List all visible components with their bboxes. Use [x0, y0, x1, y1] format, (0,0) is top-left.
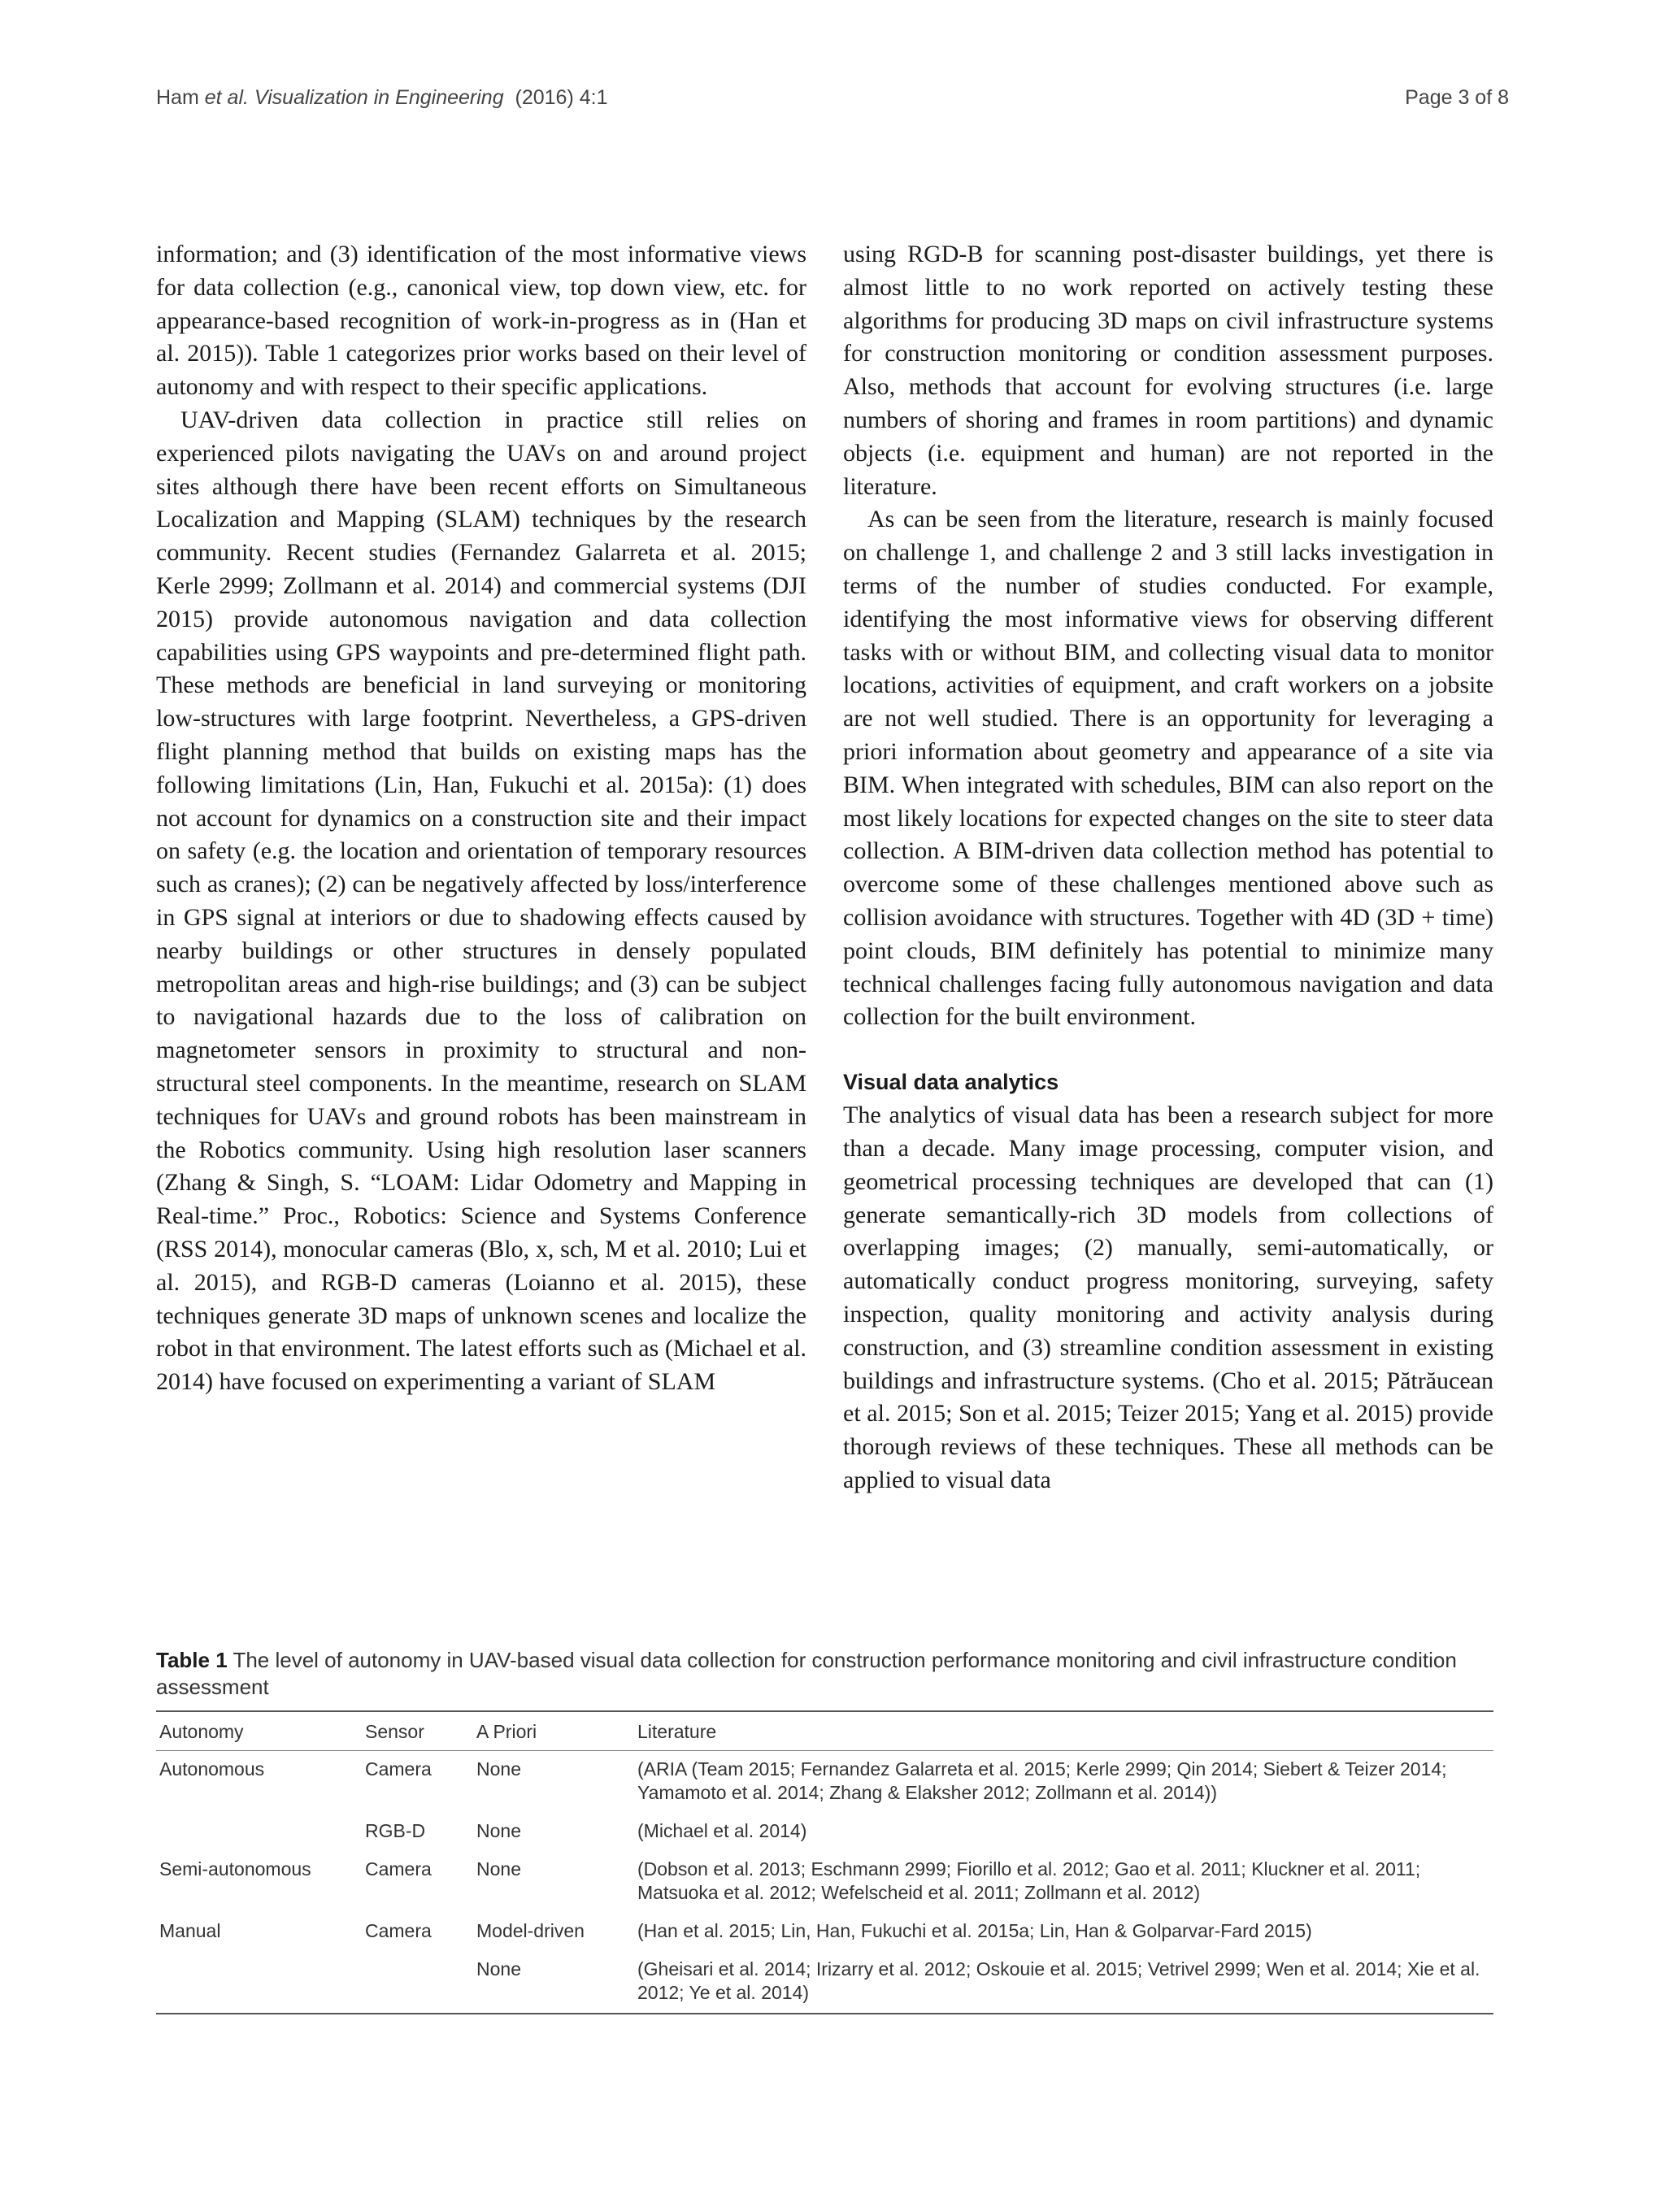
cell-a-priori: None	[476, 1820, 521, 1841]
cell-sensor: Camera	[365, 1758, 432, 1780]
cell-sensor: Camera	[365, 1858, 432, 1880]
right-paragraph-1: using RGD-B for scanning post-disaster buildings, yet there is almost little to no work reported on actively testing these algorithms for producing 3D maps on civil infrastructure systems for construction monitoring or condition assessment purposes. Also, methods that account for evolving structures (i.e. large numbers of shoring and frames in room partitions) and dynamic objects (i.e. equipment and human) are not reported in the literature.	[843, 241, 1493, 500]
section-heading: Visual data analytics	[843, 1070, 1059, 1095]
table-row	[156, 1913, 1493, 1951]
cell-autonomy	[156, 1951, 362, 2014]
table-row	[156, 1951, 1493, 2014]
header-volume: (2016) 4:1	[515, 86, 608, 109]
table-header-row	[156, 1711, 1493, 1751]
cell-sensor: Camera	[365, 1920, 432, 1941]
header-citation	[156, 86, 607, 110]
table-caption-text: The level of autonomy in UAV-based visual data collection for construction performance monitoring and civil infrastructure condition assessment	[156, 1648, 1457, 1699]
cell-autonomy	[156, 1813, 362, 1851]
left-column	[156, 238, 806, 1399]
cell-sensor	[362, 1951, 473, 2014]
cell-sensor: RGB-D	[365, 1820, 426, 1841]
header-sensor: Sensor	[362, 1711, 473, 1751]
header-journal: Visualization in Engineering	[254, 86, 504, 109]
cell-literature: (Gheisari et al. 2014; Irizarry et al. 2012; Oskouie et al. 2015; Vetrivel 2999; Wen et al. 2014; Xie et al. 2012; Ye et al. 2014)	[634, 1951, 1493, 2014]
table-row	[156, 1813, 1493, 1851]
cell-a-priori: Model-driven	[476, 1920, 585, 1941]
page-number: Page 3 of 8	[1405, 86, 1509, 109]
header-etal: et al.	[204, 86, 249, 109]
right-paragraph-2: As can be seen from the literature, research is mainly focused on challenge 1, and challenge 2 and 3 still lacks investigation in terms of the number of studies conducted. For example, identifying the most informative views for observing different tasks with or without BIM, and collecting visual data to monitor locations, activities of equipment, and craft workers on a jobsite are not well studied. There is an opportunity for leveraging a priori information about geometry and appearance of a site via BIM. When integrated with schedules, BIM can also report on the most likely locations for expected changes on the site to steer data collection. A BIM-driven data collection method has potential to overcome some of these challenges mentioned above such as collision avoidance with structures. Together with 4D (3D + time) point clouds, BIM definitely has potential to minimize many technical challenges facing fully autonomous navigation and data collection for the built environment.	[843, 506, 1493, 1031]
table-row	[156, 1751, 1493, 1814]
cell-literature: (Michael et al. 2014)	[637, 1820, 807, 1841]
header-literature: Literature	[634, 1711, 1493, 1751]
left-paragraph-2: UAV-driven data collection in practice still relies on experienced pilots navigating the UAVs on and around project sites although there have been recent efforts on Simultaneous Localization and Mapping (SLAM) techniques by the research community. Recent studies (Fernandez Galarreta et al. 2015; Kerle 2999; Zollmann et al. 2014) and commercial systems (DJI 2015) provide autonomous navigation and data collection capabilities using GPS waypoints and pre-determined flight path. These methods are beneficial in land surveying or monitoring low-structures with large footprint. Nevertheless, a GPS-driven flight planning method that builds on existing maps has the following limitations (Lin, Han, Fukuchi et al. 2015a): (1) does not account for dynamics on a construction site and their impact on safety (e.g. the location and orientation of temporary resources such as cranes); (2) can be negatively affected by loss/interference in GPS signal at interiors or due to shadowing effects caused by nearby buildings or other structures in densely populated metropolitan areas and high-rise buildings; and (3) can be subject to navigational hazards due to the loss of calibration on magnetometer sensors in proximity to structural and non-structural steel components. In the meantime, research on SLAM techniques for UAVs and ground robots has been mainstream in the Robotics community. Using high resolution laser scanners (Zhang & Singh, S. “LOAM: Lidar Odometry and Mapping in Real-time.” Proc., Robotics: Science and Systems Conference (RSS 2014), monocular cameras (Blo, x, sch, M et al. 2010; Lui et al. 2015), and RGB-D cameras (Loianno et al. 2015), these techniques generate 3D maps of unknown scenes and localize the robot in that environment. The latest efforts such as (Michael et al. 2014) have focused on experimenting a variant of SLAM	[156, 406, 806, 1396]
cell-a-priori: None	[476, 1758, 521, 1780]
header-autonomy: Autonomy	[156, 1711, 362, 1751]
cell-autonomy: Autonomous	[159, 1758, 265, 1780]
cell-literature: (Han et al. 2015; Lin, Han, Fukuchi et al. 2015a; Lin, Han & Golparvar-Fard 2015)	[637, 1920, 1312, 1941]
cell-autonomy: Semi-autonomous	[159, 1858, 311, 1880]
cell-a-priori: None	[473, 1951, 634, 2014]
header-authors: Ham	[156, 86, 199, 109]
table-row	[156, 1851, 1493, 1913]
table-label: Table 1	[156, 1648, 228, 1672]
cell-autonomy: Manual	[159, 1920, 221, 1941]
cell-literature: (Dobson et al. 2013; Eschmann 2999; Fiorillo et al. 2012; Gao et al. 2011; Kluckner et al. 2011; Matsuoka et al. 2012; Wefelscheid et al. 2011; Zollmann et al. 2012)	[637, 1858, 1421, 1903]
autonomy-table	[156, 1710, 1493, 2014]
running-header	[156, 86, 1509, 119]
right-paragraph-3: The analytics of visual data has been a research subject for more than a decade. Many image processing, computer vision, and geometrical processing techniques are developed that can (1) generate semantically-rich 3D models from collections of overlapping images; (2) manually, semi-automatically, or automatically conduct progress monitoring, surveying, safety inspection, quality monitoring and activity analysis during construction, and (3) streamline condition assessment in existing buildings and infrastructure systems. (Cho et al. 2015; Pătrăucean et al. 2015; Son et al. 2015; Teizer 2015; Yang et al. 2015) provide thorough reviews of these techniques. These all methods can be applied to visual data	[843, 1102, 1493, 1493]
right-column	[843, 238, 1493, 1497]
left-paragraph-1: information; and (3) identification of the most informative views for data collection (e.g., canonical view, top down view, etc. for appearance-based recognition of work-in-progress as in (Han et al. 2015)). Table 1 categorizes prior works based on their level of autonomy and with respect to their specific applications.	[156, 241, 806, 401]
table-caption	[156, 1647, 1493, 1701]
header-a-priori: A Priori	[473, 1711, 634, 1751]
cell-a-priori: None	[476, 1858, 521, 1880]
cell-literature: (ARIA (Team 2015; Fernandez Galarreta et al. 2015; Kerle 2999; Qin 2014; Siebert & Teizer 2014; Yamamoto et al. 2014; Zhang & Elaksher 2012; Zollmann et al. 2014))	[637, 1758, 1447, 1803]
